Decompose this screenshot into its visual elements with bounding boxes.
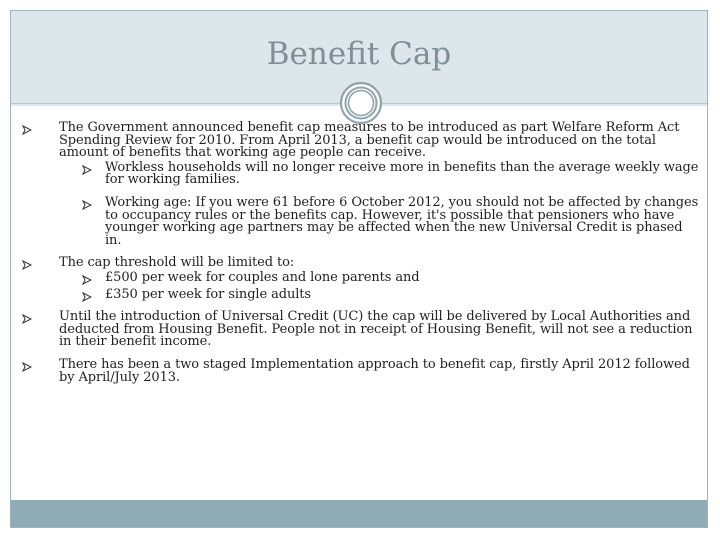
slide-title: Benefit Cap <box>266 36 452 72</box>
bullet-text: The Government announced benefit cap measures to be introduced as part Welfare Reform Act Spending Review for 2010. From April 2013, a benefit cap would be introduced on the total amount of benefits that working age people can receive. <box>59 120 680 161</box>
arrow-bullet-icon <box>22 314 32 324</box>
arrow-bullet-icon <box>82 165 92 175</box>
bullet-item <box>22 122 702 247</box>
sub-list <box>59 269 702 302</box>
circle-ornament-icon <box>339 81 383 125</box>
sub-bullet-item <box>61 269 702 285</box>
footer-band <box>11 500 707 527</box>
sub-bullet-item <box>61 286 702 302</box>
arrow-bullet-icon <box>82 200 92 210</box>
sub-bullet-text: Workless households will no longer receive more in benefits than the average weekly wage for working families. <box>105 159 699 188</box>
sub-bullet-item <box>61 194 702 248</box>
bullet-text: Until the introduction of Universal Credit (UC) the cap will be delivered by Local Authorities and deducted from Housing Benefit. People not in receipt of Housing Benefit, will not see a reduction in their benefit income. <box>59 309 693 350</box>
sub-bullet-text: Working age: If you were 61 before 6 October 2012, you should not be affected by changes to occupancy rules or the benefits cap. However, it's possible that pensioners who have younger working age partners may be affected when the new Universal Credit is phased in. <box>105 194 699 248</box>
sub-bullet-text: £500 per week for couples and lone parents and <box>105 269 420 285</box>
bullet-item <box>22 311 702 349</box>
bullet-item <box>22 257 702 301</box>
sub-bullet-item <box>61 159 702 188</box>
arrow-bullet-icon <box>82 292 92 302</box>
bullet-list <box>22 122 702 394</box>
bullet-item <box>22 356 702 385</box>
arrow-bullet-icon <box>22 125 32 135</box>
arrow-bullet-icon <box>82 275 92 285</box>
sub-bullet-text: £350 per week for single adults <box>105 286 311 302</box>
arrow-bullet-icon <box>22 362 32 372</box>
arrow-bullet-icon <box>22 260 32 270</box>
bullet-text: There has been a two staged Implementation approach to benefit cap, firstly April 2012 followed by April/July 2013. <box>59 356 690 385</box>
sub-list <box>59 159 702 248</box>
bullet-text: The cap threshold will be limited to: <box>59 255 295 271</box>
